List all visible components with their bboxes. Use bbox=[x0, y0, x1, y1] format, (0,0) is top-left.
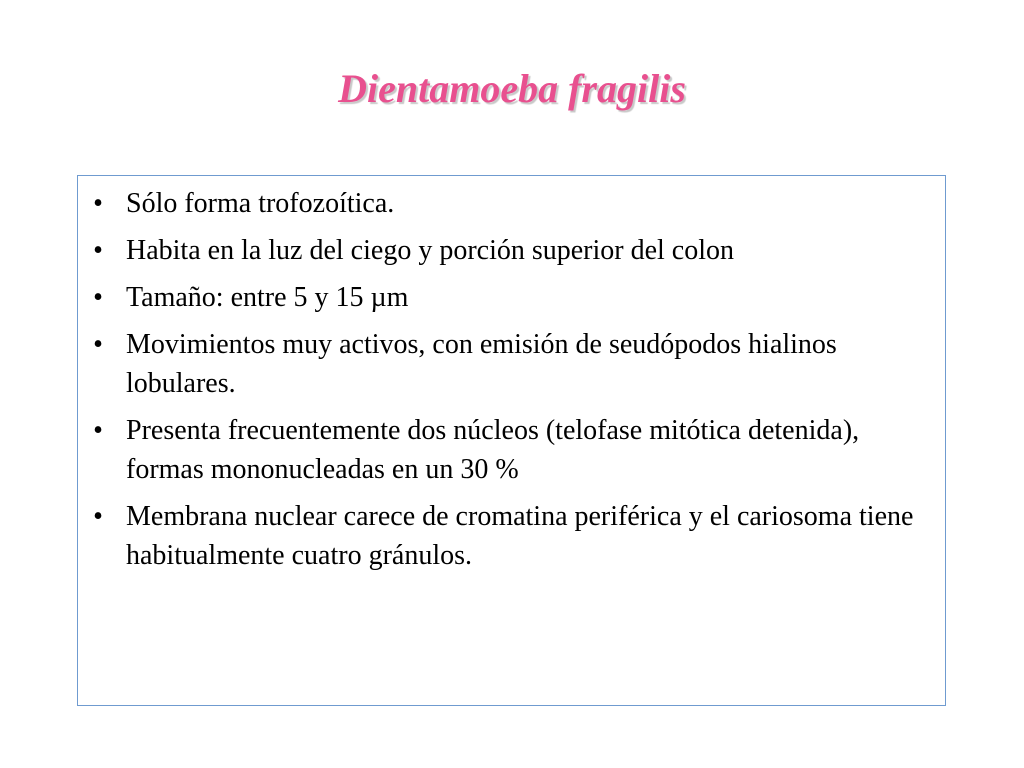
bullet-text: Membrana nuclear carece de cromatina periférica y el cariosoma tiene habitualmente cuatro gránulos. bbox=[126, 501, 914, 571]
bullet-item bbox=[78, 231, 945, 270]
bullet-dot-icon: • bbox=[93, 282, 103, 313]
slide-title: Dientamoeba fragilis bbox=[338, 66, 686, 111]
bullet-text: Sólo forma trofozoítica. bbox=[126, 188, 395, 219]
bullet-dot-icon: • bbox=[93, 188, 103, 219]
bullet-list bbox=[78, 176, 945, 575]
content-box bbox=[77, 175, 946, 706]
bullet-item bbox=[78, 278, 945, 317]
bullet-item bbox=[78, 497, 945, 575]
bullet-dot-icon: • bbox=[93, 235, 103, 266]
bullet-dot-icon: • bbox=[93, 329, 103, 360]
bullet-text: Tamaño: entre 5 y 15 µm bbox=[126, 282, 409, 313]
bullet-item bbox=[78, 411, 945, 489]
bullet-item bbox=[78, 325, 945, 403]
bullet-text: Habita en la luz del ciego y porción superior del colon bbox=[126, 235, 735, 266]
bullet-dot-icon: • bbox=[93, 415, 103, 446]
bullet-dot-icon: • bbox=[93, 501, 103, 532]
bullet-item bbox=[78, 184, 945, 223]
bullet-text: Movimientos muy activos, con emisión de seudópodos hialinos lobulares. bbox=[126, 329, 837, 399]
bullet-text: Presenta frecuentemente dos núcleos (telofase mitótica detenida), formas mononucleadas en un 30 % bbox=[126, 415, 860, 485]
